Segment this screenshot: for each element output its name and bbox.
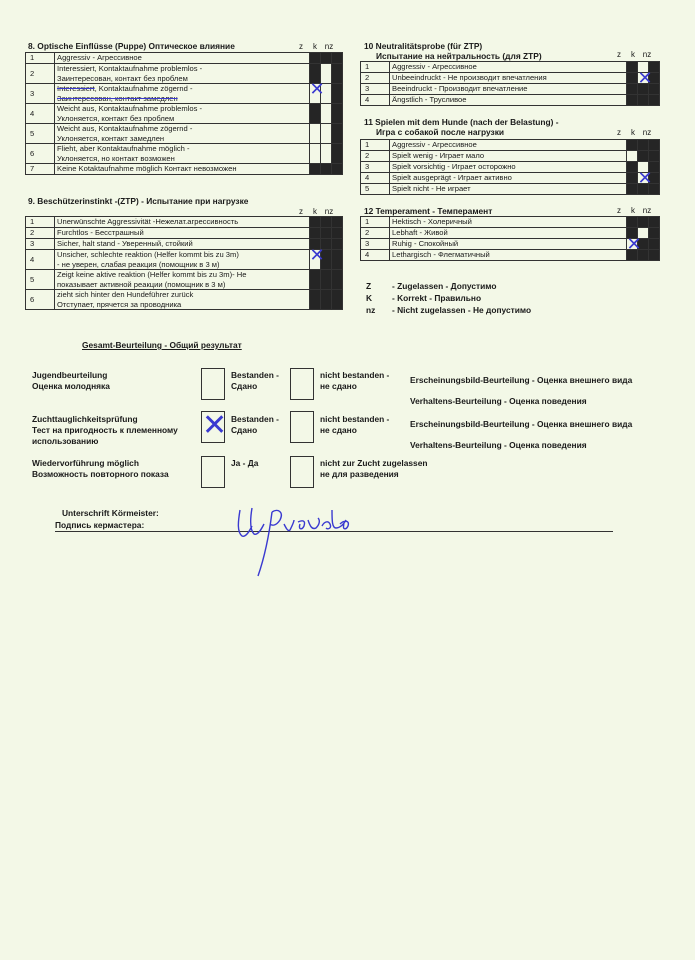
mark-cell-nz[interactable] [649,239,660,250]
jugend-label: Jugendbeurteilung Оценка молодняка [32,370,110,391]
criterion-number: 1 [361,62,390,73]
mark-cell-z[interactable] [309,79,325,104]
criterion-row [26,228,343,239]
col-nz: nz [642,50,652,59]
mark-cell-z[interactable] [310,124,321,144]
col-k: k [631,50,635,59]
criterion-text: Zeigt keine aktive reaktion (Helfer kommt bis zu 3m)- Не показывает активной реакции (помощник в 3 м) [55,270,310,290]
legend-z: Z - Zugelassen - Допустимо [366,281,497,291]
zucht-beurteilung-types: Erscheinungsbild-Beurteilung - Оценка внешнего вида Verhaltens-Beurteilung - Оценка поведения [410,419,633,450]
jugend-beurteilung-types: Erscheinungsbild-Beurteilung - Оценка внешнего вида Verhaltens-Beurteilung - Оценка поведения [410,375,633,406]
criterion-number: 1 [26,217,55,228]
section-10-table [360,61,660,106]
criterion-text: zieht sich hinter den Hundeführer zurück Отступает, прячется за проводника [55,290,310,310]
criterion-number: 4 [361,95,390,106]
criterion-text: Keine Kotaktaufnahme möglich Контакт невозможен [55,164,310,175]
criterion-number: 5 [361,184,390,195]
criterion-row [361,84,660,95]
zucht-nicht-bestanden-checkbox[interactable] [290,411,314,443]
criterion-row [361,217,660,228]
mark-cell-nz[interactable] [332,164,343,175]
criterion-row [26,239,343,250]
mark-cell-nz[interactable] [332,228,343,239]
col-k: k [631,128,635,137]
criterion-text: Weicht aus, Kontaktaufnahme zögernd - Уклоняется, контакт замедлен [55,124,310,144]
criterion-number: 2 [361,151,390,162]
criterion-number: 1 [361,140,390,151]
criterion-text: Ruhig - Спокойный [390,239,627,250]
mark-cell-nz[interactable] [332,290,343,310]
criterion-text: Flieht, aber Kontaktaufnahme möglich - Уклоняется, но контакт возможен [55,144,310,164]
mark-cell-nz[interactable] [332,144,343,164]
col-nz: nz [642,206,652,215]
col-z: z [299,207,303,216]
section-11-title [364,117,559,137]
criterion-text: Hektisch - Холеричный [390,217,627,228]
check-x-icon: ✕ [309,79,325,100]
col-nz: nz [324,42,334,51]
criterion-text: Spielt nicht - Не играет [390,184,627,195]
mark-cell-k[interactable] [321,104,332,124]
criterion-text: Aggressiv - Агрессивное [390,62,627,73]
mark-cell-nz[interactable] [332,104,343,124]
check-x-icon: ✕ [637,68,653,89]
mark-cell-z[interactable] [310,104,321,124]
section-8-table [25,52,343,175]
col-k: k [313,207,317,216]
jugend-nicht-bestanden-label: nicht bestanden - не сдано [320,370,390,391]
criterion-row [361,250,660,261]
mark-cell-nz[interactable] [649,228,660,239]
nicht-zucht-checkbox[interactable] [290,456,314,488]
wiedervorfuehrung-ja-checkbox[interactable] [201,456,225,488]
mark-cell-k[interactable] [638,151,649,162]
legend-nz: nz - Nicht zugelassen - Не допустимо [366,305,532,315]
mark-cell-z[interactable] [310,144,321,164]
check-x-icon: ✕ [626,234,642,255]
criterion-number: 2 [26,64,55,84]
criterion-number: 2 [26,228,55,239]
criterion-text: Sicher, halt stand - Уверенный, стойкий [55,239,310,250]
zucht-bestanden-label: Bestanden - Сдано [231,414,279,435]
mark-cell-z[interactable] [310,217,321,228]
zucht-nicht-bestanden-label: nicht bestanden - не сдано [320,414,390,435]
jugend-bestanden-checkbox[interactable] [201,368,225,400]
mark-cell-k[interactable] [638,217,649,228]
jugend-nicht-bestanden-checkbox[interactable] [290,368,314,400]
criterion-text: Lebhaft - Живой [390,228,627,239]
mark-cell-z[interactable] [626,234,642,255]
mark-cell-nz[interactable] [332,239,343,250]
criterion-row [26,104,343,124]
criterion-row [361,173,660,184]
mark-cell-k[interactable] [321,270,332,290]
nicht-zucht-label: nicht zur Zucht zugelassen не для разведения [320,458,428,479]
criterion-number: 1 [361,217,390,228]
mark-cell-k[interactable] [637,168,653,189]
criterion-text: Ängstlich - Трусливое [390,95,627,106]
mark-cell-k[interactable] [321,290,332,310]
legend [366,280,531,316]
mark-cell-z[interactable] [627,140,638,151]
mark-cell-k[interactable] [321,217,332,228]
criterion-text: Aggressiv - Агрессивное [390,140,627,151]
criterion-text: Beeindruckt - Производит впечатление [390,84,627,95]
criterion-row [26,124,343,144]
criterion-row [361,228,660,239]
gesamt-title: Gesamt-Beurteilung - Общий результат [82,340,242,350]
criterion-number: 3 [361,84,390,95]
criterion-row [26,250,343,270]
criterion-row [26,290,343,310]
handwritten-signature [228,498,358,580]
criterion-row [26,270,343,290]
col-k: k [313,42,317,51]
mark-cell-z[interactable] [310,290,321,310]
mark-cell-k[interactable] [321,228,332,239]
criterion-row [361,62,660,73]
section-10-title [364,41,542,61]
zucht-label: Zuchttauglichkeitsprüfung Тест на пригодность к племенному использованию [32,414,178,446]
section-9-title: 9. Beschützerinstinkt -(ZTP) - Испытание при нагрузке [28,196,249,206]
mark-cell-nz[interactable] [332,250,343,270]
section-11-title-de: 11 Spielen mit dem Hunde (nach der Belastung) - [364,117,559,127]
section-8-title: 8. Optische Einflüsse (Puppe) Оптическое влияние [28,41,235,51]
mark-cell-nz[interactable] [649,151,660,162]
criterion-number: 4 [26,104,55,124]
legend-k: K - Korrekt - Правильно [366,293,482,303]
criterion-text: Weicht aus, Kontaktaufnahme problemlos - Уклоняется, контакт без проблем [55,104,310,124]
mark-cell-nz[interactable] [332,270,343,290]
criterion-row [26,53,343,64]
mark-cell-nz[interactable] [649,217,660,228]
jugend-bestanden-label: Bestanden - Сдано [231,370,279,391]
mark-cell-k[interactable] [321,144,332,164]
criterion-row [26,164,343,175]
criterion-number: 5 [26,124,55,144]
mark-cell-nz[interactable] [649,95,660,106]
check-x-icon: ✕ [637,168,653,189]
criterion-text: Interessiert, Kontaktaufnahme zögernd - Заинтересован, контакт замедлен [55,84,310,104]
check-x-icon: ✕ [309,245,325,266]
criterion-number: 2 [361,73,390,84]
wiedervorfuehrung-label: Wiedervorführung möglich Возможность повторного показа [32,458,169,479]
criterion-text: Furchtlos - Бесстрашный [55,228,310,239]
criterion-text: Unerwünschte Aggressivität -Нежелат.агрессивность [55,217,310,228]
criterion-number: 5 [26,270,55,290]
criterion-text: Unsicher, schlechte reaktion (Helfer kommt bis zu 3m) - не уверен, слабая реакция (помощник в 3 м) [55,250,310,270]
criterion-row [361,140,660,151]
mark-cell-k[interactable] [637,68,653,89]
mark-cell-k[interactable] [321,124,332,144]
criterion-text: Aggressiv - Агрессивное [55,53,310,64]
criterion-number: 3 [26,84,55,104]
section-10-title-ru: Испытание на нейтральность (для ZTP) [376,51,542,61]
mark-cell-nz[interactable] [332,217,343,228]
mark-cell-z[interactable] [627,151,638,162]
mark-cell-k[interactable] [638,140,649,151]
mark-cell-k[interactable] [638,95,649,106]
criterion-text: Spielt wenig - Играет мало [390,151,627,162]
criterion-row [361,95,660,106]
criterion-text: Interessiert, Kontaktaufnahme problemlos - Заинтересован, контакт без проблем [55,64,310,84]
mark-cell-z[interactable] [310,53,321,64]
criterion-number: 4 [361,250,390,261]
mark-cell-nz[interactable] [649,250,660,261]
section-9-table [25,216,343,310]
section-11-title-ru: Игра с собакой после нагрузки [376,127,505,137]
criterion-number: 2 [361,228,390,239]
mark-cell-nz[interactable] [332,53,343,64]
criterion-row [361,162,660,173]
mark-cell-z[interactable] [310,228,321,239]
criterion-number: 6 [26,290,55,310]
col-z: z [617,206,621,215]
mark-cell-k[interactable] [321,53,332,64]
criterion-number: 3 [26,239,55,250]
col-z: z [617,128,621,137]
section-10-title-de: 10 Neutralitätsprobe (für ZTP) [364,41,483,51]
criterion-number: 3 [361,239,390,250]
mark-cell-nz[interactable] [332,64,343,84]
section-11-table [360,139,660,195]
criterion-row [26,217,343,228]
criterion-text: Unbeeindruckt - Не производит впечатления [390,73,627,84]
mark-cell-nz[interactable] [332,84,343,104]
mark-cell-z[interactable] [627,217,638,228]
signature-label-ru: Подпись кермастера: [55,520,145,530]
mark-cell-z[interactable] [310,270,321,290]
criterion-row [361,184,660,195]
criterion-number: 1 [26,53,55,64]
criterion-number: 3 [361,162,390,173]
criterion-text: Lethargisch - Флегматичный [390,250,627,261]
check-x-icon: ✕ [202,408,228,443]
wiedervorfuehrung-ja-label: Ja - Да [231,458,259,468]
criterion-row [361,239,660,250]
criterion-text: Spielt ausgeprägt - Играет активно [390,173,627,184]
criterion-row [26,144,343,164]
mark-cell-z[interactable] [627,95,638,106]
col-z: z [299,42,303,51]
criterion-text: Spielt vorsichtig - Играет осторожно [390,162,627,173]
criterion-row [361,73,660,84]
section-12-table [360,216,660,261]
col-nz: nz [324,207,334,216]
col-nz: nz [642,128,652,137]
criterion-number: 4 [26,250,55,270]
criterion-number: 6 [26,144,55,164]
criterion-number: 7 [26,164,55,175]
mark-cell-z[interactable] [309,245,325,270]
criterion-row [26,84,343,104]
zucht-bestanden-checkbox[interactable] [201,408,228,443]
mark-cell-z[interactable] [310,164,321,175]
mark-cell-k[interactable] [321,164,332,175]
criterion-number: 4 [361,173,390,184]
col-z: z [617,50,621,59]
mark-cell-nz[interactable] [332,124,343,144]
signature-label-de: Unterschrift Körmeister: [62,508,159,518]
criterion-row [361,151,660,162]
col-k: k [631,206,635,215]
mark-cell-nz[interactable] [649,140,660,151]
section-12-title: 12 Temperament - Темперамент [364,206,493,216]
criterion-row [26,64,343,84]
